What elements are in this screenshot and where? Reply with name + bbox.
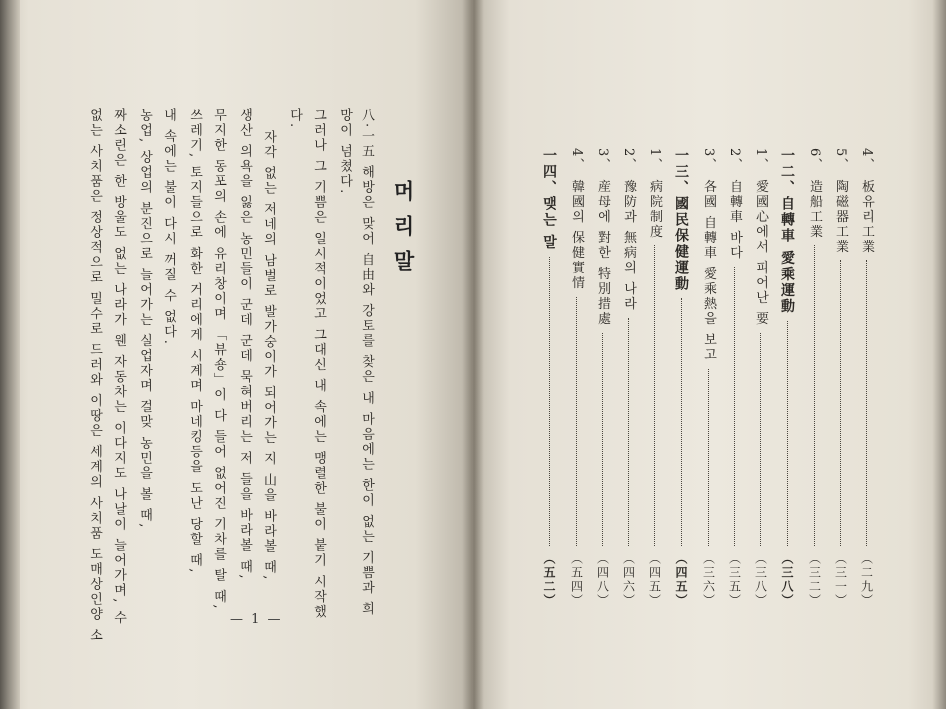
- toc-leader-dots: [602, 333, 603, 546]
- text-line: 그러나 그 기쁨은 일시적이었고 그대신 내 속에는 맹렬한 불이 붙기 시작했: [311, 108, 326, 620]
- right-page: [472, 0, 946, 709]
- toc-entry: [860, 148, 873, 608]
- toc-entry: [648, 148, 661, 608]
- toc-leader-dots: [576, 297, 577, 546]
- text-line: 八·一五 해방은 맞어 自由와 강토를 찾은 내 마음에는 한이 없는 기쁨과 희: [359, 108, 374, 617]
- toc-entry: [808, 148, 821, 608]
- toc-leader-dots: [787, 321, 788, 546]
- toc-entry: [702, 148, 715, 608]
- toc-entry-page: （五四）: [569, 552, 584, 608]
- text-line: 없는 사치품은 정상적으로 밀수로 드러와 이땅은 세계의 사치품 도매상인양 소: [87, 108, 102, 644]
- text-line: 짜소린은 한 방울도 없는 나라가 웬 자동차는 이다지도 나날이 늘어가며, 수: [111, 108, 126, 626]
- toc-entry: [728, 148, 741, 608]
- toc-entry: [754, 148, 767, 608]
- toc-leader-dots: [549, 257, 550, 546]
- toc-entry-page: （三八）: [780, 552, 794, 608]
- toc-entry-page: （四六）: [621, 552, 636, 608]
- text-line: 생산 의욕을 잃은 농민들이 군데 군데 묵혀버리는 저 들을 바라볼 때,: [237, 108, 252, 581]
- toc-entry-title: 一四、맺는 말: [541, 148, 557, 251]
- toc-entry-page: （四五）: [674, 552, 688, 608]
- book-gutter: [462, 0, 484, 709]
- toc-entry-page: （三八）: [753, 552, 768, 608]
- page-title: 머리말: [391, 180, 416, 285]
- toc-entry-title: 3、 産母에 對한 特別措處: [595, 148, 610, 327]
- toc-leader-dots: [760, 333, 761, 546]
- text-line: 다.: [287, 108, 302, 130]
- toc-entry-title: 4、 板유리工業: [859, 148, 874, 255]
- toc-entry-page: （五二）: [542, 552, 556, 608]
- toc-entry: [622, 148, 635, 608]
- toc-entry-page: （三二）: [807, 552, 822, 608]
- toc-entry-page: （三一）: [833, 552, 848, 608]
- text-line: 자각 없는 저네의 남벌로 발가숭이가 되어가는 지 山을 바라볼 때,: [261, 130, 276, 582]
- toc-entry-page: （四五）: [647, 552, 662, 608]
- toc-entry-title: 5、 陶磁器工業: [833, 148, 848, 255]
- toc-entry-title: 4、 韓國의 保健實情: [569, 148, 584, 291]
- toc-entry-page: （三五）: [727, 552, 742, 608]
- left-page: [0, 0, 472, 709]
- toc-leader-dots: [866, 260, 867, 546]
- toc-heading: [780, 148, 794, 608]
- page-number: — 1 —: [230, 612, 283, 627]
- toc-entry-page: （四八）: [595, 552, 610, 608]
- toc-entry-title: 2、 自轉車 바다: [727, 148, 742, 261]
- toc-leader-dots: [708, 369, 709, 546]
- toc-leader-dots: [840, 260, 841, 546]
- text-line: 무지한 동포의 손에 유리창이며 「뷰숑」이 다 들어 없어진 기차를 탈 때,: [211, 108, 226, 611]
- toc-leader-dots: [734, 267, 735, 546]
- toc-entry: [570, 148, 583, 608]
- toc-entry-title: 2、 豫防과 無病의 나라: [621, 148, 636, 312]
- toc-heading: [542, 148, 556, 608]
- toc-entry-page: （二九）: [859, 552, 874, 608]
- toc-entry-title: 一三、國民保健運動: [673, 148, 689, 292]
- toc-entry-page: （三六）: [701, 552, 716, 608]
- toc-entry-title: 1、 愛國心에서 피어난 要: [753, 148, 768, 327]
- toc-heading: [674, 148, 688, 608]
- text-line: 쓰레기, 토지들으로 화한 거리에게 시계며 마네킹등을 도난 당할 때,: [187, 108, 202, 575]
- text-line: 내 속에는 불이 다시 꺼질 수 없다.: [161, 108, 176, 346]
- text-line: 망이 넘쳤다.: [337, 108, 352, 196]
- toc-entry-title: 一二、自轉車 愛乘運動: [779, 148, 795, 315]
- toc-entry-title: 3、 各國 自轉車 愛乘熱을 보고: [701, 148, 716, 363]
- toc-leader-dots: [654, 245, 655, 546]
- toc-entry-title: 6、 造船工業: [807, 148, 822, 240]
- toc-leader-dots: [628, 318, 629, 546]
- toc-entry-title: 1、 病院制度: [647, 148, 662, 240]
- toc-leader-dots: [814, 245, 815, 546]
- text-line: 농업, 상업의 분진으로 늘어가는 실업자며 걸맞 농민을 볼 때,: [137, 108, 152, 530]
- toc-entry: [834, 148, 847, 608]
- toc-entry: [596, 148, 609, 608]
- toc-leader-dots: [681, 298, 682, 546]
